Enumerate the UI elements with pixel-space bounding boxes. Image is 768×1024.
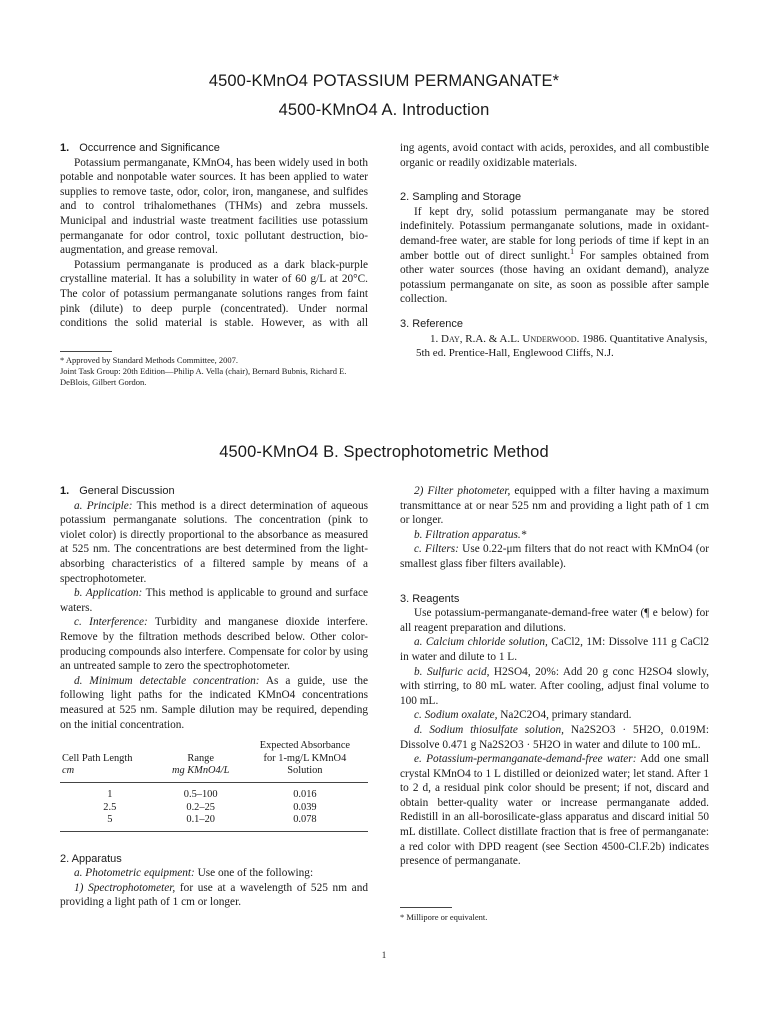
paragraph-sodium-oxalate: c. Sodium oxalate, Na2C2O4, primary standard.	[414, 709, 632, 722]
paragraph-reagents-intro: Use potassium-permanganate-demand-free water (¶ e below) for all reagent preparation and dilutions.	[400, 607, 709, 634]
paragraph-spectrophotometer: 1) Spectrophotometer, for use at a wavelength of 525 nm and providing a light path of 1 cm or longer.	[60, 881, 368, 909]
table-header-range: Range mg KMnO4/L	[160, 740, 242, 783]
heading-general-discussion: General Discussion	[79, 485, 175, 497]
section-a-left-column	[60, 141, 368, 331]
section-a-title: 4500-KMnO4 A. Introduction	[278, 101, 490, 119]
heading-number: 1.	[60, 142, 70, 154]
footnote-rule	[60, 351, 112, 352]
paragraph-occurrence-1: Potassium permanganate, KMnO4, has been widely used in both potable and nonpotable water sources. It has been applied to water supplies to remove taste, odor, color, iron, manganese, and sulfides and to control trihalomethanes (THMs) and zebra mussels. Municipal and industrial waste treatment facilities use potassium permanganate for odor control, toxic pollutant destruction, bio-augmentation, and grease removal.	[60, 156, 368, 257]
paragraph-filtration: b. Filtration apparatus.*	[414, 528, 527, 541]
paragraph-filter-photometer: 2) Filter photometer, equipped with a filter having a maximum transmittance at or near 525 nm and providing a light path of 1 cm or longer.	[400, 485, 709, 527]
section-b-title: 4500-KMnO4 B. Spectrophotometric Method	[219, 443, 549, 461]
heading-occurrence: Occurrence and Significance	[79, 142, 220, 154]
paragraph-interference: c. Interference: Turbidity and manganese dioxide interfere. Remove by the filtration methods described below. Other color-producing compounds also interfere. Compensate for color by using an untreated sample to zero the spectrophotometer.	[60, 616, 368, 673]
heading-reagents: 3. Reagents	[400, 592, 460, 605]
paragraph-occurrence-2: Potassium permanganate is produced as a dark black-purple crystalline material. It has a solubility in water of 60 g/L at 20°C. The color of potassium permanganate solutions ranges from faint pink (dilute) to deep purple (concentrated). Under normal conditions the solid material is stable. However, as with all	[60, 258, 368, 330]
table-header-absorbance: Expected Absorbance for 1-mg/L KMnO4 Solution	[242, 740, 368, 783]
paragraph-filters: c. Filters: Use 0.22-μm filters that do not react with KMnO4 (or smallest glass fiber filters available).	[400, 543, 709, 570]
paragraph-demand-free-water: e. Potassium-permanganate-demand-free water: Add one small crystal KMnO4 to 1 L distilled or deionized water; let stand. After 1 to 2 d, a residual pink color should be present; if not, discard and obtain better-quality water or increase permanganate added. Redistill in an all-borosilicate-glass apparatus and discard initial 50 mL distillate. Collect distillate fraction that is free of permanganate: a red color with DPD reagent (see Section 4500-Cl.F.2b) indicates presence of permanganate.	[400, 753, 709, 868]
section-a-right-column	[400, 141, 709, 361]
main-title: 4500-KMnO4 POTASSIUM PERMANGANATE*	[208, 72, 560, 90]
paragraph-calcium-chloride: a. Calcium chloride solution, CaCl2, 1M: Dissolve 111 g CaCl2 in water and dilute to 1 L.	[400, 636, 709, 663]
heading-apparatus: 2. Apparatus	[60, 852, 122, 865]
page-number: 1	[381, 950, 387, 960]
heading-sampling: 2. Sampling and Storage	[400, 191, 522, 204]
paragraph-sodium-thiosulfate: d. Sodium thiosulfate solution, Na2S2O3 · 5H2O, 0.019M: Dissolve 0.471 g Na2S2O3 · 5H2O in water and dilute to 100 mL.	[400, 723, 709, 751]
paragraph-photometric: a. Photometric equipment: Use one of the following:	[74, 867, 314, 880]
paragraph-sampling: If kept dry, solid potassium permanganate may be stored indefinitely. Potassium permanganate solutions, made in oxidant-demand-free water, are stable for long periods of time if kept in an amber bottle out of direct sunlight.$^1$ For samples obtained from other water sources (those having an oxidant demand), analyze potassium permanganate on site, as soon as possible after sample collection.	[400, 205, 709, 306]
table-header-path: Cell Path Length cm	[60, 740, 160, 783]
paragraph-continuation: ing agents, avoid contact with acids, peroxides, and all combustible organic or readily oxidizable materials.	[400, 142, 709, 169]
heading-number: 1.	[60, 485, 70, 497]
paragraph-application: b. Application: This method is applicable to ground and surface waters.	[60, 587, 368, 614]
table-row: 1 0.5–100 0.016	[107, 789, 317, 801]
paragraph-detectable: d. Minimum detectable concentration: As a guide, use the following light paths for the indicated KMnO4 concentrations measured at 525 nm. Sample dilution may be required, depending on the initial concentration.	[60, 674, 369, 731]
light-path-table	[60, 740, 368, 831]
heading-reference: 3. Reference	[400, 317, 463, 330]
table-row: 2.5 0.2–25 0.039	[103, 801, 317, 813]
footnote-rule	[400, 907, 452, 908]
footnote-millipore: * Millipore or equivalent.	[400, 912, 488, 922]
reference-item: 1. Day, R.A. & A.L. Underwood. 1986. Quantitative Analysis, 5th ed. Prentice-Hall, Englewood Cliffs, N.J.	[416, 332, 708, 360]
footnote-approval: * Approved by Standard Methods Committee, 2007. Joint Task Group: 20th Edition—Philip A. Vella (chair), Bernard Bubnis, Richard E. DeBlois, Gilbert Gordon.	[60, 355, 347, 387]
section-b-left-column	[60, 484, 368, 910]
paragraph-principle: a. Principle: This method is a direct determination of aqueous potassium permanganate solutions. The concentration (pink to violet color) is directly proportional to the absorbance as measured at 525 nm. The concentrations are best determined from the light-absorbing characteristics of a filtered sample by means of a spectrophotometer.	[60, 499, 368, 585]
section-b-right-column	[400, 484, 709, 869]
table-row: 5 0.1–20 0.078	[60, 814, 368, 831]
paragraph-sulfuric-acid: b. Sulfuric acid, H2SO4, 20%: Add 20 g conc H2SO4 slowly, with stirring, to 80 mL water. After cooling, adjust final volume to 100 mL.	[400, 665, 709, 707]
